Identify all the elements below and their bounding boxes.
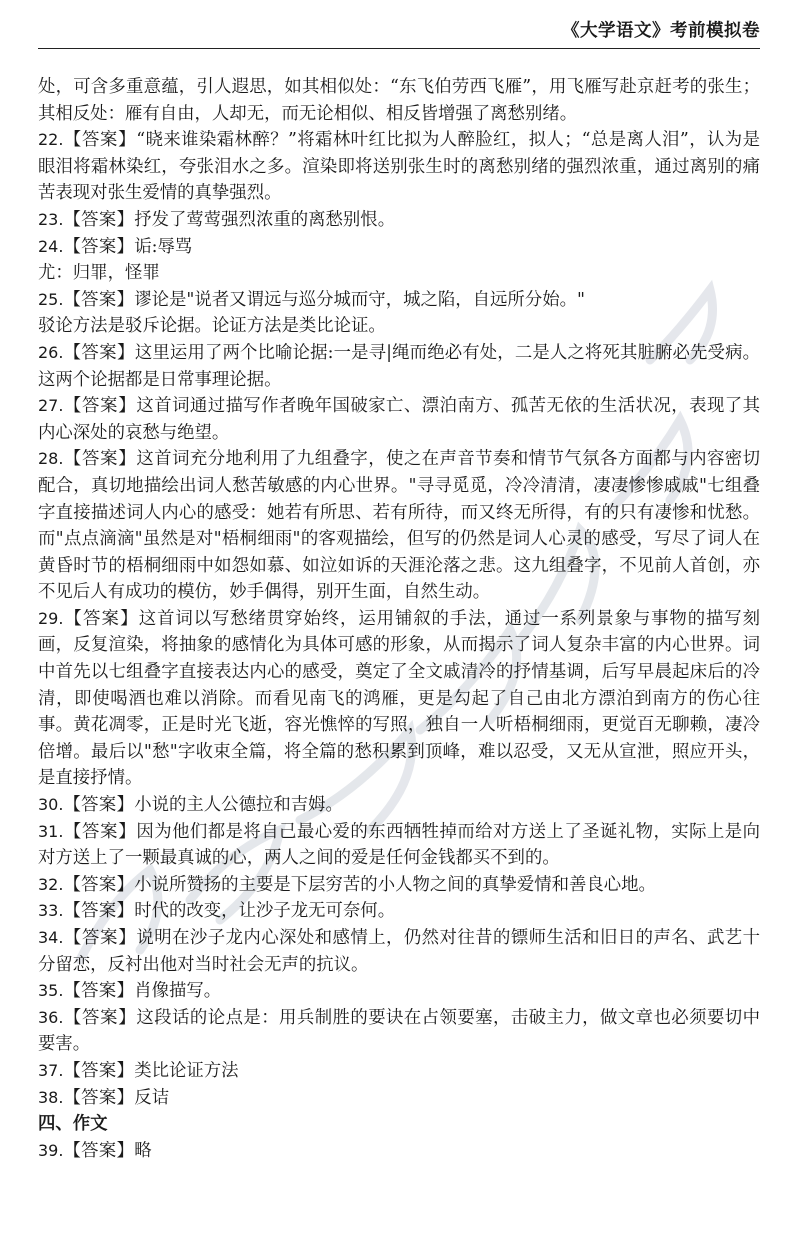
- answer-30: 30.【答案】小说的主人公德拉和吉姆。: [38, 795, 343, 816]
- answer-36: 36.【答案】这段话的论点是：用兵制胜的要诀在占领要塞，击破主力，做文章也必须要切中要害。: [38, 1007, 760, 1055]
- answer-23: 23.【答案】抒发了莺莺强烈浓重的离愁别恨。: [38, 209, 396, 230]
- answer-35: 35.【答案】肖像描写。: [38, 981, 222, 1002]
- answer-25: 25.【答案】谬论是"说者又谓远与巡分城而守，城之陷，自远所分始。": [38, 289, 585, 310]
- answer-34: 34.【答案】说明在沙子龙内心深处和感情上，仍然对往昔的镖师生活和旧日的声名、武艺十分留恋，反衬出他对当时社会无声的抗议。: [38, 928, 760, 975]
- answer-32: 32.【答案】小说所赞扬的主要是下层穷苦的小人物之间的真挚爱情和善良心地。: [38, 874, 656, 895]
- answer-33: 33.【答案】时代的改变，让沙子龙无可奈何。: [38, 901, 396, 922]
- answer-37: 37.【答案】类比论证方法: [38, 1060, 239, 1081]
- answer-continuation: 处，可含多重意蕴，引人遐思，如其相似处：“东飞伯劳西飞雁”，用飞雁写赴京赶考的张生；其相反处：雁有自由，人却无，而无论相似、相反皆增强了离愁别绪。: [38, 77, 760, 124]
- answer-26: 26.【答案】这里运用了两个比喻论据:一是寻|绳而绝必有处，二是人之将死其脏腑必先受病。这两个论据都是日常事理论据。: [38, 342, 760, 390]
- answer-38: 38.【答案】反诘: [38, 1087, 170, 1108]
- page-header: [38, 14, 760, 49]
- section-heading: 四、作文: [38, 1114, 108, 1135]
- answer-39: 39.【答案】略: [38, 1140, 152, 1161]
- answer-content: [38, 74, 760, 1164]
- answer-22: 22.【答案】“晓来谁染霜林醉？”将霜林叶红比拟为人醉脸红，拟人；“总是离人泪”，认为是眼泪将霜林染红，夸张泪水之多。渲染即将送别张生时的离愁别绪的强烈浓重，通过离别的痛苦表现对张生爱情的真挚强烈。: [38, 130, 760, 204]
- answer-28: 28.【答案】这首词充分地利用了九组叠字，使之在声音节奏和情节气氛各方面都与内容密切配合，真切地描绘出词人愁苦敏感的内心世界。"寻寻觅觅，冷冷清清，凄凄惨惨戚戚"七组叠字直接描述词人内心的感受：她若有所思、若有所待，而又终无所得，有的只有凄惨和忧愁。而"点点滴滴"虽然是对"梧桐细雨"的客观描绘，但写的仍然是词人心灵的感受，写尽了词人在黄昏时节的梧桐细雨中如怨如慕、如泣如诉的天涯沦落之悲。这九组叠字，不见前人首创，亦不见后人有成功的模仿，妙手偶得，别开生面，自然生动。: [38, 449, 760, 603]
- answer-24-line2: 尤：归罪，怪罪: [38, 263, 160, 284]
- answer-31: 31.【答案】因为他们都是将自己最心爱的东西牺牲掉而给对方送上了圣诞礼物，实际上是向对方送上了一颗最真诚的心，两人之间的爱是任何金钱都买不到的。: [38, 821, 760, 869]
- answer-27: 27.【答案】这首词通过描写作者晚年国破家亡、漂泊南方、孤苦无依的生活状况，表现了其内心深处的哀愁与绝望。: [38, 396, 760, 443]
- answer-25-line2: 驳论方法是驳斥论据。论证方法是类比论证。: [38, 316, 386, 337]
- header-title: 《大学语文》考前模拟卷: [562, 21, 760, 41]
- answer-29: 29.【答案】这首词以写愁绪贯穿始终，运用铺叙的手法，通过一系列景象与事物的描写刻画，反复渲染，将抽象的感情化为具体可感的形象，从而揭示了词人复杂丰富的内心世界。词中首先以七组叠字直接表达内心的感受，奠定了全文戚清冷的抒情基调，后写早晨起床后的冷清，即使喝酒也难以消除。而看见南飞的鸿雁，更是勾起了自己由北方漂泊到南方的伤心往事。黄花凋零，正是时光飞逝，容光憔悴的写照，独自一人听梧桐细雨，更觉百无聊赖，凄冷倍增。最后以"愁"字收束全篇，将全篇的愁积累到顶峰，难以忍受，又无从宣泄，照应开头，是直接抒情。: [38, 608, 760, 789]
- answer-24: 24.【答案】诟:辱骂: [38, 236, 193, 257]
